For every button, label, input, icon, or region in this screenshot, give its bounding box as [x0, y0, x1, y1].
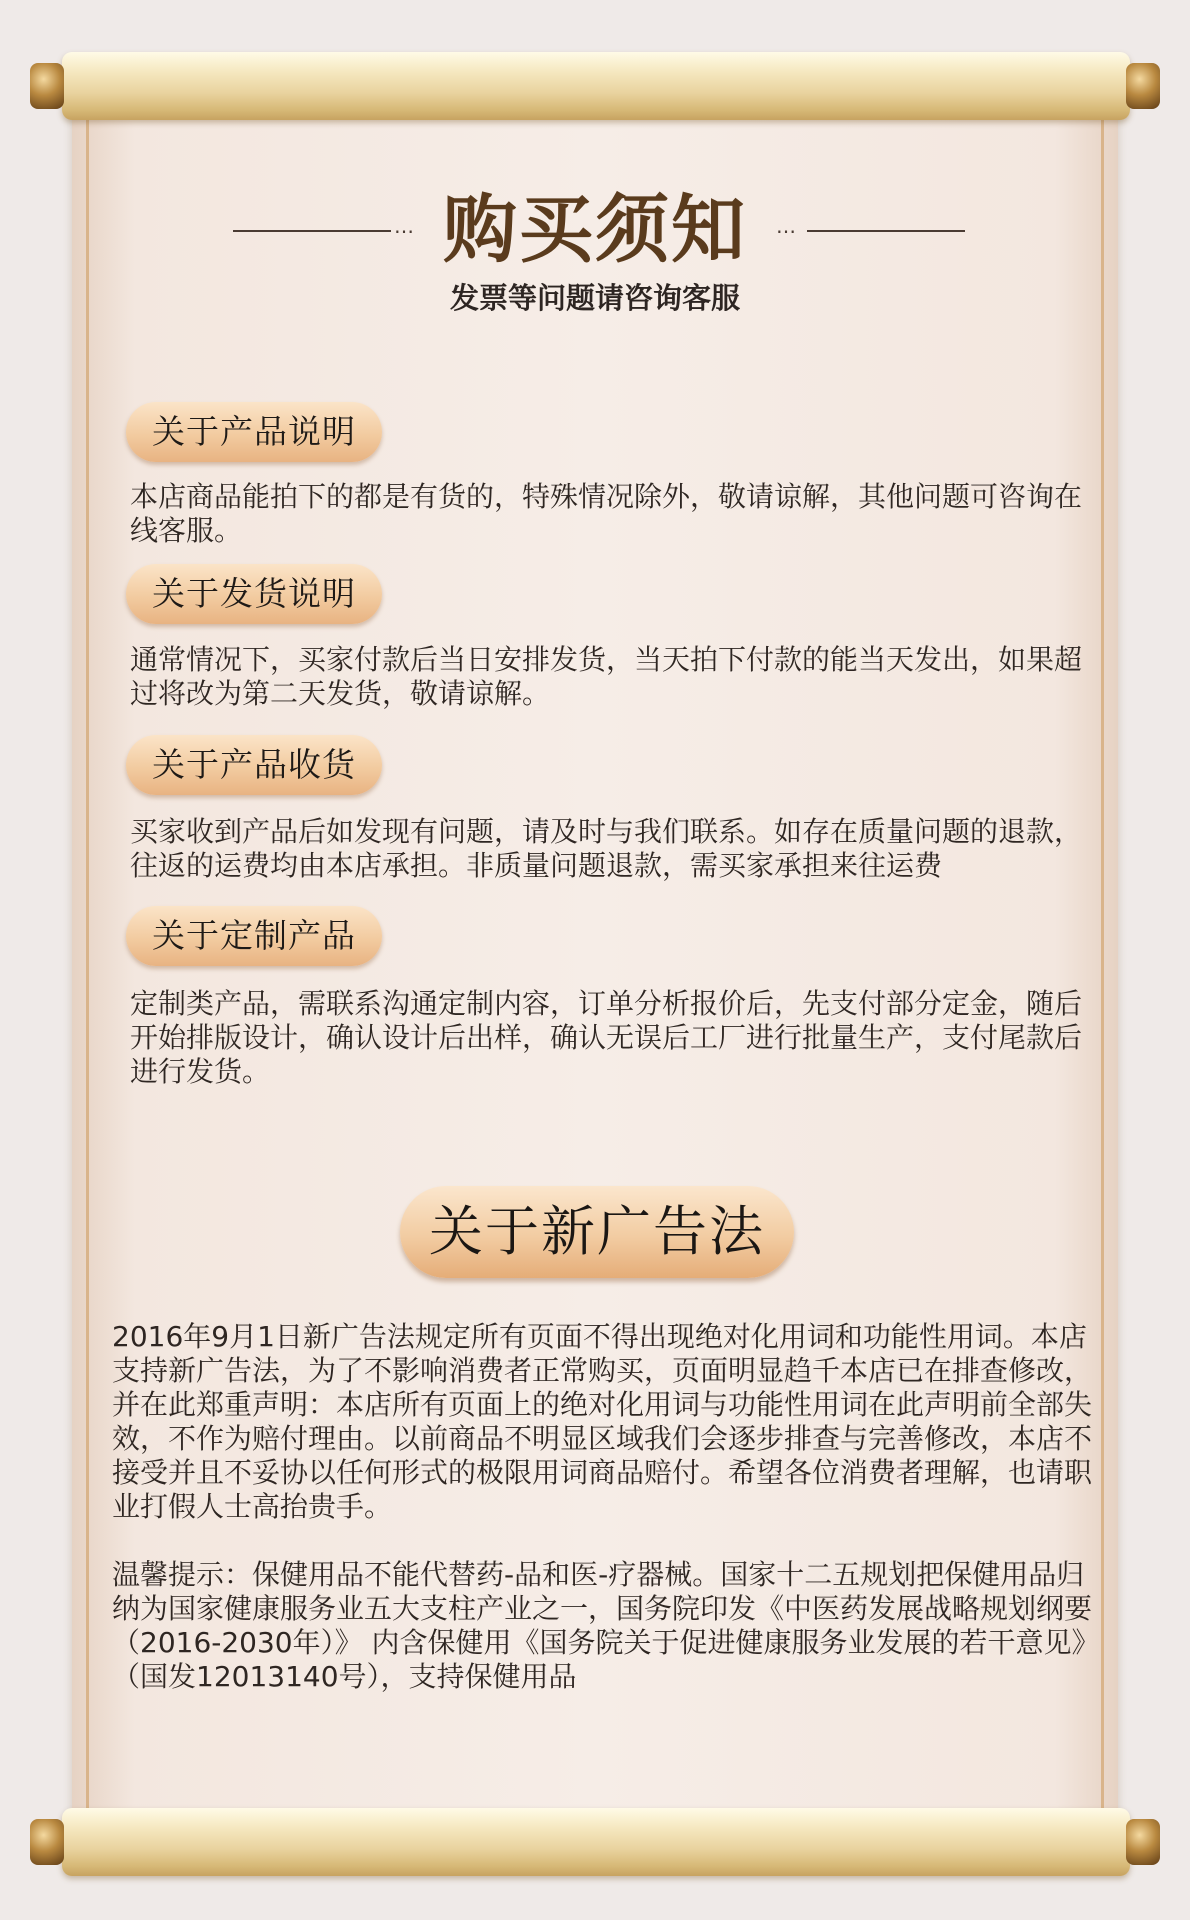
scroll-rod-bottom [62, 1808, 1130, 1876]
section-tag-custom: 关于定制产品 [126, 906, 382, 966]
section-text-shipping: 通常情况下，买家付款后当日安排发货，当天拍下付款的能当天发出，如果超过将改为第二天发货，敬请谅解。 [130, 643, 1083, 710]
section-text-receipt: 买家收到产品后如发现有问题，请及时与我们联系。如存在质量问题的退款，往返的运费均由本店承担。非质量问题退款，需买家承担来往运费 [130, 815, 1083, 882]
ad-law-title: 关于新广告法 [400, 1186, 794, 1278]
page-title: 购买须知 [443, 187, 747, 273]
rod-knob-icon [30, 1819, 64, 1865]
rod-knob-icon [1126, 63, 1160, 109]
rod-knob-icon [1126, 1819, 1160, 1865]
health-notice: 温馨提示：保健用品不能代替药-品和医-疗器械。国家十二五规划把保健用品归纳为国家健康服务业五大支柱产业之一，国务院印发《中医药发展战略规划纲要 （2016-2030年）》 内含保健用《国务院关于促进健康服务业发展的若干意见》 （国发12013140号），支持保健用品 [112, 1558, 1100, 1693]
section-text-custom: 定制类产品，需联系沟通定制内容，订单分析报价后，先支付部分定金，随后开始排版设计，确认设计后出样，确认无误后工厂进行批量生产，支付尾款后进行发货。 [130, 987, 1083, 1088]
title-dots-left: … [394, 214, 416, 238]
scroll-rod-top [62, 52, 1130, 120]
section-tag-receipt: 关于产品收货 [126, 735, 382, 795]
section-tag-product: 关于产品说明 [126, 402, 382, 462]
title-row [0, 180, 1190, 280]
section-tag-shipping: 关于发货说明 [126, 564, 382, 624]
section-text-product: 本店商品能拍下的都是有货的，特殊情况除外，敬请谅解，其他问题可咨询在线客服。 [130, 480, 1083, 547]
page-subtitle: 发票等问题请咨询客服 [449, 281, 740, 315]
ad-law-statement: 2016年9月1日新广告法规定所有页面不得出现绝对化用词和功能性用词。本店支持新广告法，为了不影响消费者正常购买，页面明显趋千本店已在排查修改，并在此郑重声明：本店所有页面上的绝对化用词与功能性用词在此声明前全部失效，不作为赔付理由。以前商品不明显区域我们会逐步排查与完善修改，本店不接受并且不妥协以任何形式的极限用词商品赔付。希望各位消费者理解，也请职业打假人士高抬贵手。 [112, 1320, 1093, 1523]
title-divider-right [807, 230, 965, 232]
title-dots-right: … [776, 214, 798, 238]
rod-knob-icon [30, 63, 64, 109]
